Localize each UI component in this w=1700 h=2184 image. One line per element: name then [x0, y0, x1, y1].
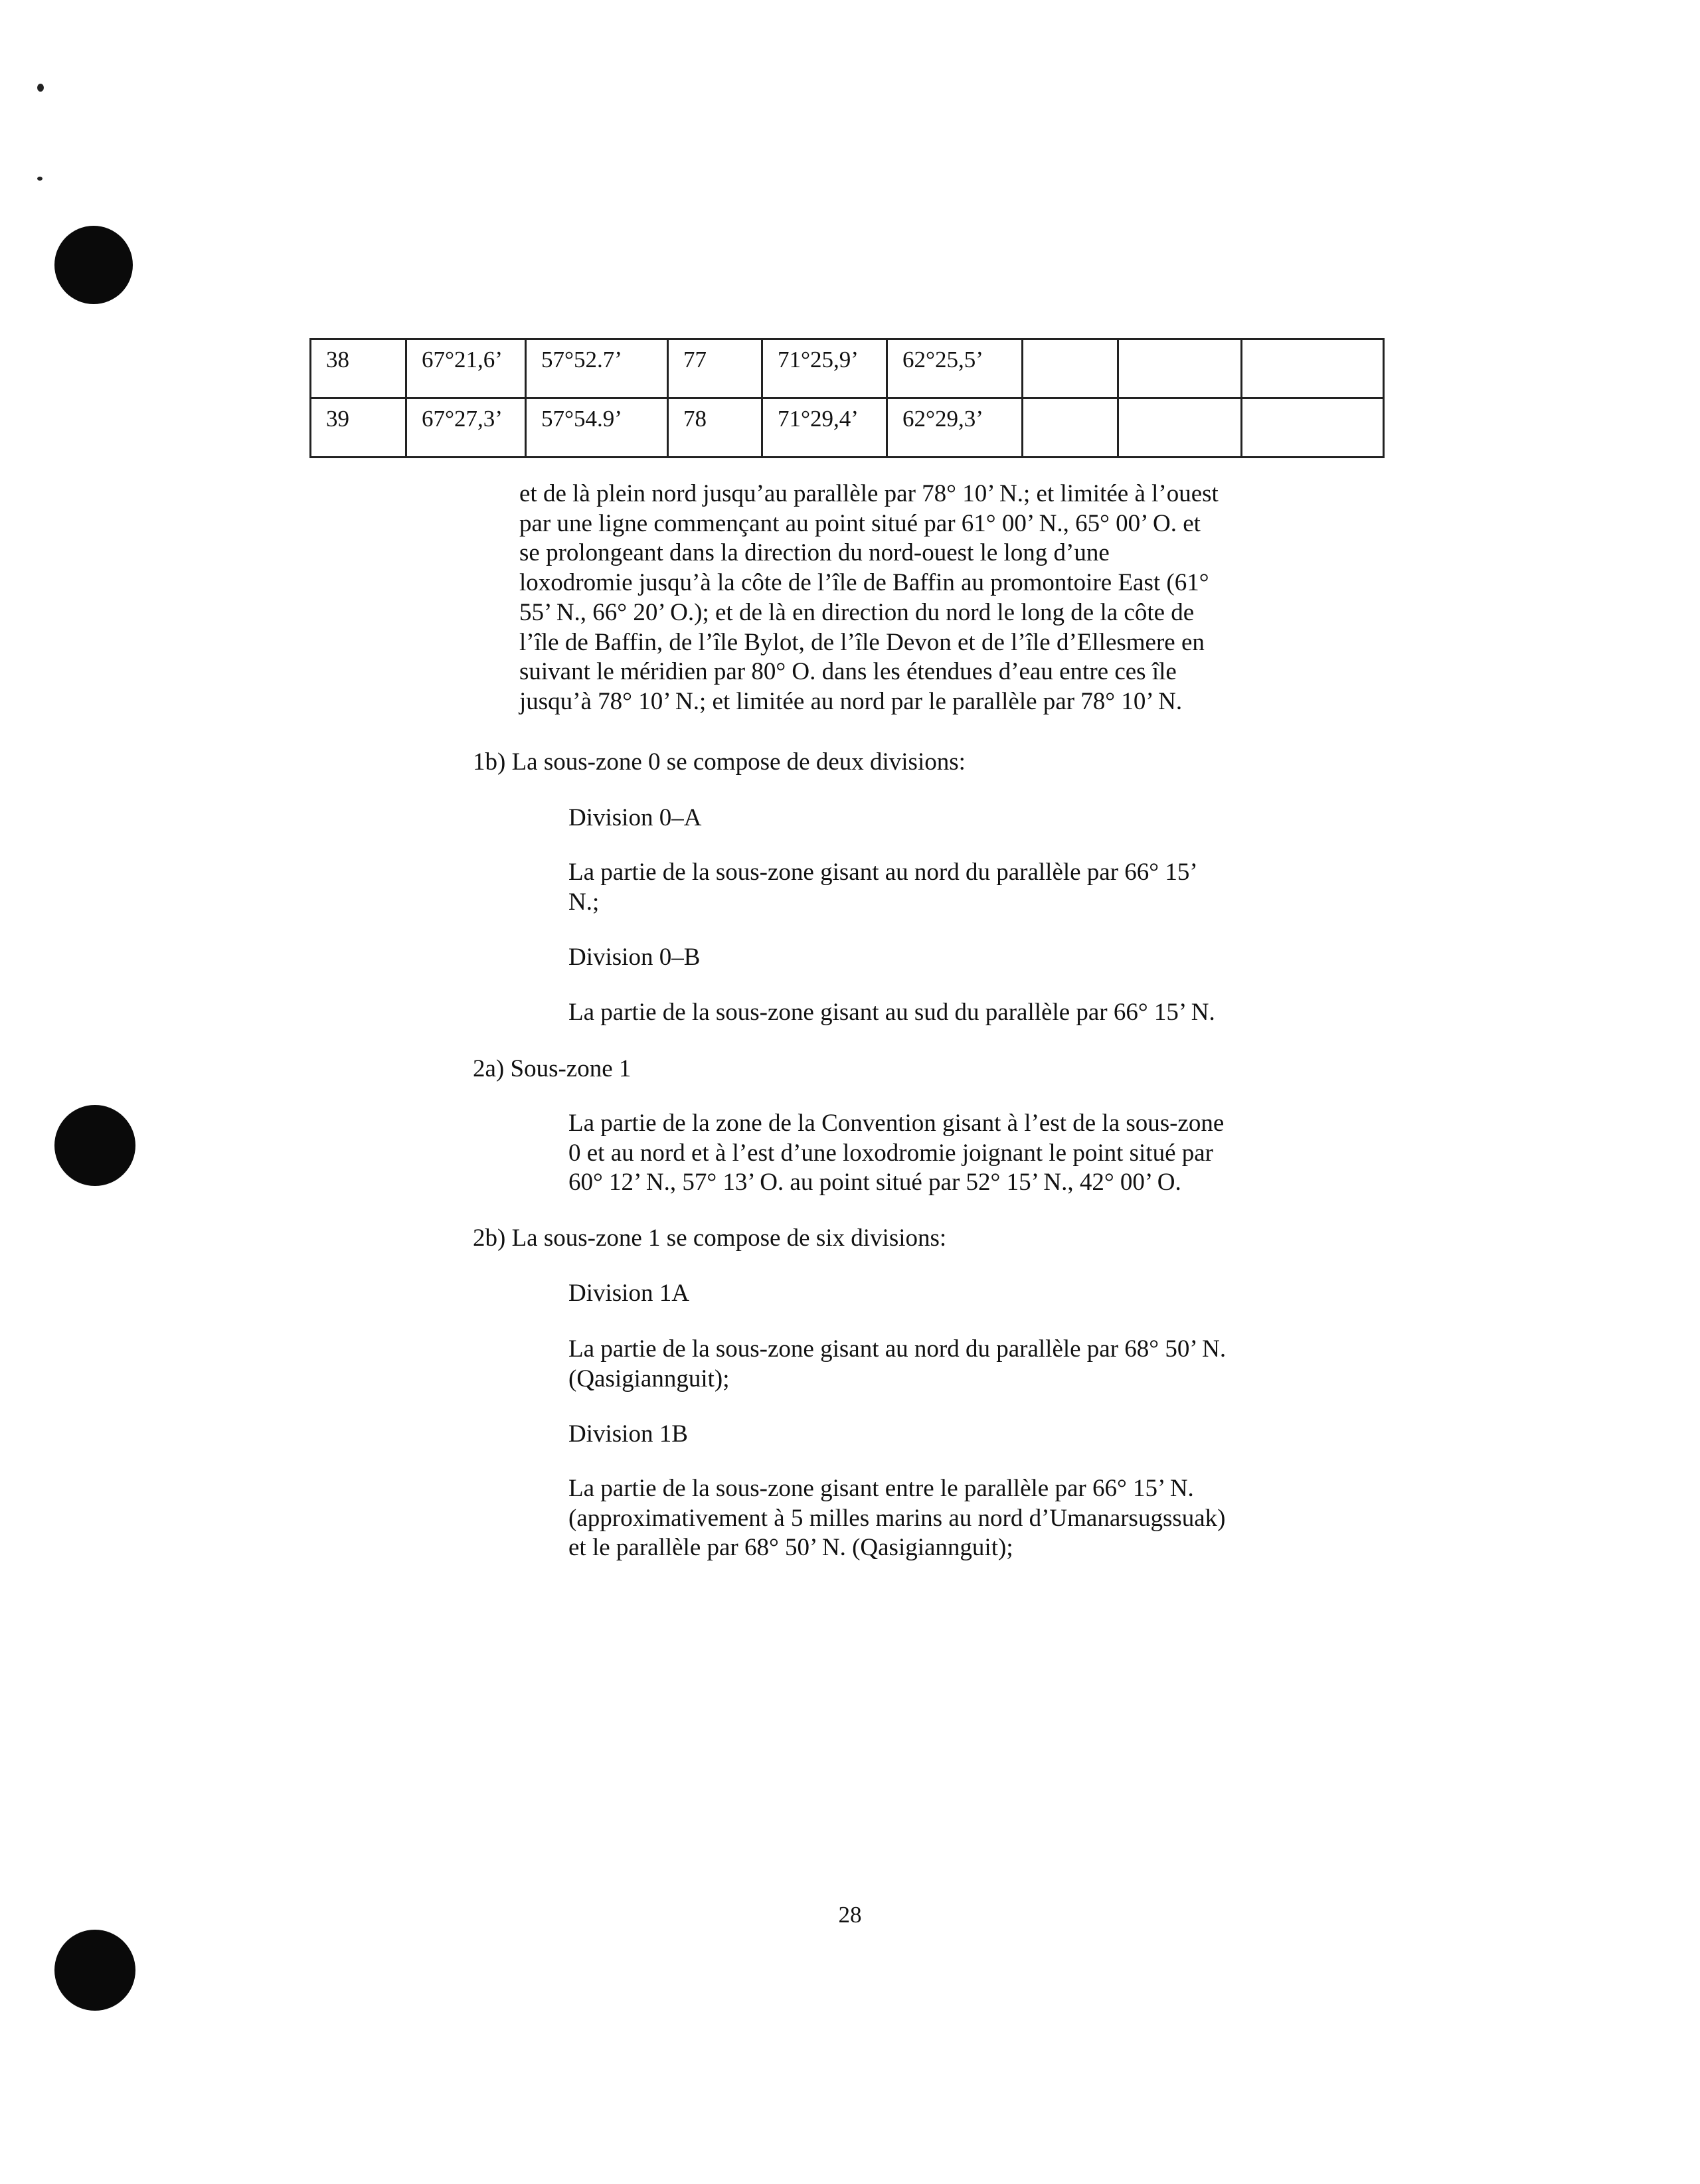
- section-1b-heading: 1b) La sous-zone 0 se compose de deux divisions:: [473, 748, 966, 776]
- division-0a-title: Division 0–A: [568, 804, 702, 831]
- text-line: suivant le méridien par 80° O. dans les étendues d’eau entre ces île: [519, 658, 1177, 686]
- text-line: La partie de la sous-zone gisant au nord du parallèle par 66° 15’: [568, 859, 1198, 886]
- punch-hole-middle: [54, 1105, 135, 1186]
- table-row: [311, 398, 1384, 458]
- table-cell: 67°27,3’: [406, 398, 526, 458]
- subzone-1-text: [568, 1109, 1319, 1198]
- table-cell: 71°29,4’: [762, 398, 887, 458]
- division-1b-text: [568, 1474, 1319, 1563]
- text-line: se prolongeant dans la direction du nord-ouest le long d’une: [519, 539, 1110, 567]
- table-cell: 67°21,6’: [406, 339, 526, 398]
- text-line: et de là plein nord jusqu’au parallèle par 78° 10’ N.; et limitée à l’ouest: [519, 480, 1219, 507]
- table-cell: 62°29,3’: [887, 398, 1023, 458]
- table-cell: [1118, 398, 1242, 458]
- coordinates-table: [309, 338, 1385, 458]
- table-cell: 57°54.9’: [526, 398, 668, 458]
- text-line: l’île de Baffin, de l’île Bylot, de l’île Devon et de l’île d’Ellesmere en: [519, 628, 1205, 656]
- text-line: 60° 12’ N., 57° 13’ O. au point situé par 52° 15’ N., 42° 00’ O.: [568, 1169, 1181, 1197]
- division-1a-title: Division 1A: [568, 1280, 689, 1307]
- table-cell: 57°52.7’: [526, 339, 668, 398]
- scan-speck: [37, 84, 44, 92]
- section-2b-heading: 2b) La sous-zone 1 se compose de six divisions:: [473, 1224, 947, 1252]
- table-cell: [1023, 398, 1118, 458]
- division-1a-text: [568, 1335, 1319, 1394]
- table-row: [311, 339, 1384, 398]
- text-line: La partie de la sous-zone gisant entre le parallèle par 66° 15’ N.: [568, 1475, 1194, 1502]
- page-number: 28: [838, 1902, 862, 1928]
- punch-hole-bottom: [54, 1930, 135, 2011]
- text-line: N.;: [568, 888, 600, 916]
- scan-speck: [37, 177, 42, 181]
- table-cell: [1118, 339, 1242, 398]
- text-line: (approximativement à 5 milles marins au nord d’Umanarsugssuak): [568, 1504, 1226, 1532]
- punch-hole-top: [54, 226, 133, 304]
- division-1b-title: Division 1B: [568, 1420, 688, 1448]
- text-line: et le parallèle par 68° 50’ N. (Qasigiannguit);: [568, 1534, 1013, 1562]
- text-line: (Qasigiannguit);: [568, 1365, 730, 1392]
- text-line: 55’ N., 66° 20’ O.); et de là en direction du nord le long de la côte de: [519, 598, 1195, 626]
- table-cell: 71°25,9’: [762, 339, 887, 398]
- table-cell: 62°25,5’: [887, 339, 1023, 398]
- table-cell: [1242, 339, 1384, 398]
- text-line: 0 et au nord et à l’est d’une loxodromie joignant le point situé par: [568, 1139, 1213, 1167]
- table-cell: [1023, 339, 1118, 398]
- table-cell: 77: [668, 339, 762, 398]
- division-0b-title: Division 0–B: [568, 944, 701, 971]
- text-line: loxodromie jusqu’à la côte de l’île de Baffin au promontoire East (61°: [519, 569, 1209, 597]
- text-line: jusqu’à 78° 10’ N.; et limitée au nord par le parallèle par 78° 10’ N.: [519, 687, 1183, 715]
- text-line: par une ligne commençant au point situé par 61° 00’ N., 65° 00’ O. et: [519, 509, 1201, 537]
- continuation-paragraph: [519, 479, 1290, 717]
- division-0a-text: [568, 858, 1319, 917]
- table-cell: 38: [311, 339, 406, 398]
- division-0b-text: La partie de la sous-zone gisant au sud du parallèle par 66° 15’ N.: [568, 999, 1215, 1026]
- table-cell: [1242, 398, 1384, 458]
- section-2a-heading: 2a) Sous-zone 1: [473, 1055, 632, 1082]
- table-cell: 39: [311, 398, 406, 458]
- text-line: La partie de la sous-zone gisant au nord du parallèle par 68° 50’ N.: [568, 1335, 1227, 1363]
- table-cell: 78: [668, 398, 762, 458]
- text-line: La partie de la zone de la Convention gisant à l’est de la sous-zone: [568, 1110, 1225, 1137]
